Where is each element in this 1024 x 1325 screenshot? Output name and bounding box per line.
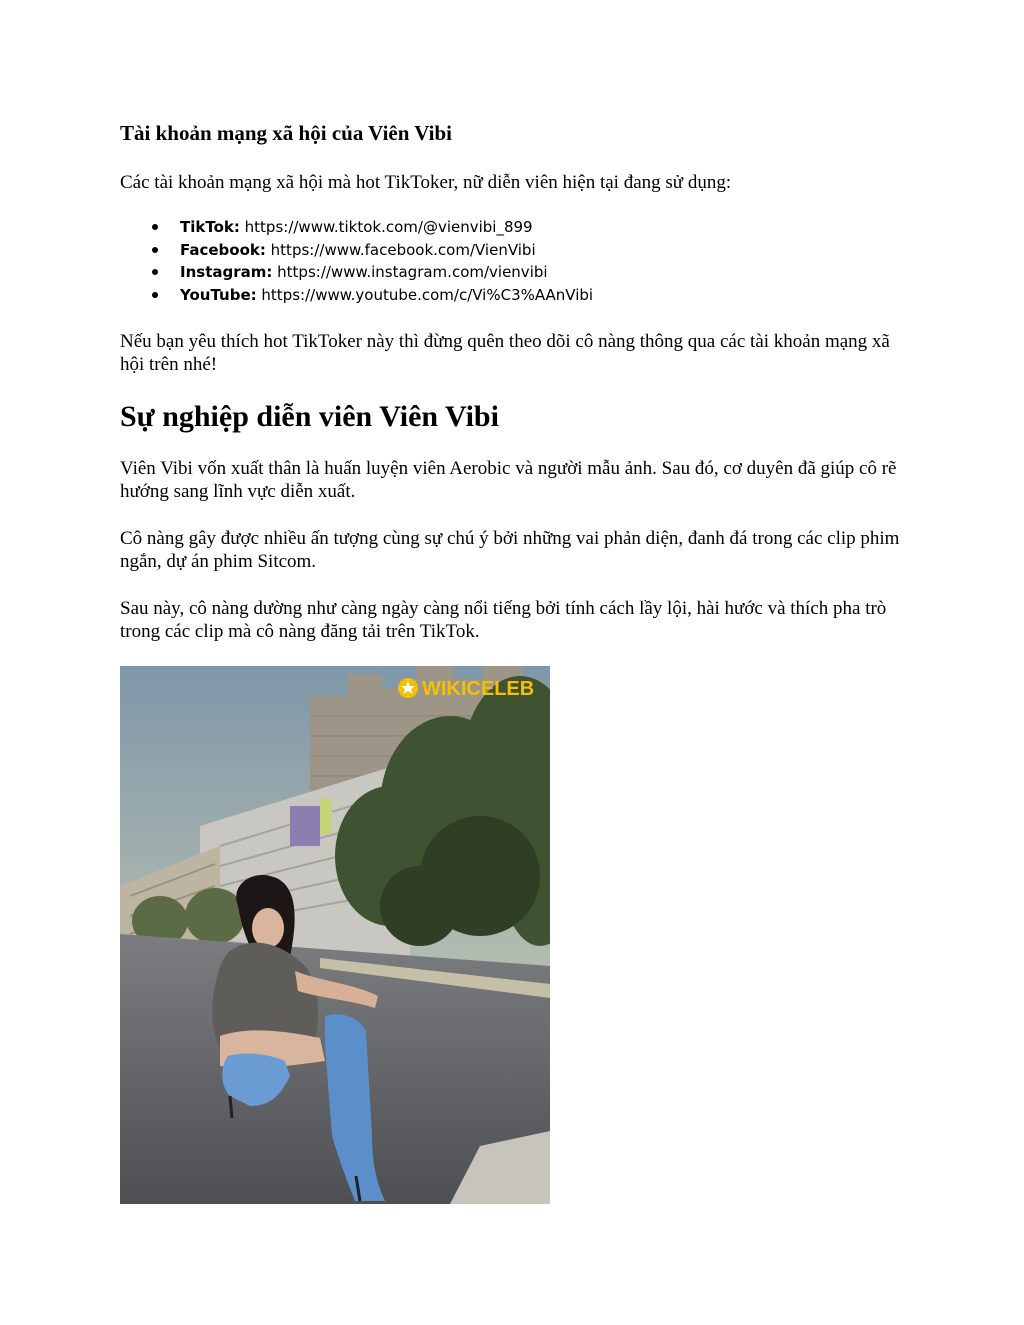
career-paragraph-1: Viên Vibi vốn xuất thân là huấn luyện viên Aerobic và người mẫu ảnh. Sau đó, cơ duyên đã giúp cô rẽ hướng sang lĩnh vực diễn xuất.	[120, 458, 897, 502]
social-links-list	[120, 216, 593, 306]
section-heading-social-accounts: Tài khoản mạng xã hội của Viên Vibi	[120, 121, 453, 145]
tiktok-link[interactable]: https://www.tiktok.com/@vienvibi_899	[244, 218, 533, 236]
link-label: TikTok:	[180, 218, 240, 236]
career-paragraph-3: Sau này, cô nàng dường như càng ngày càng nổi tiếng bởi tính cách lầy lội, hài hước và thích pha trò trong các clip mà cô nàng đăng tải trên TikTok.	[120, 598, 887, 642]
link-label: YouTube:	[180, 285, 257, 304]
link-label: Instagram:	[180, 263, 273, 281]
instagram-link[interactable]: https://www.instagram.com/vienvibi	[277, 263, 548, 281]
list-item-instagram	[120, 261, 593, 284]
list-item-facebook	[120, 239, 593, 262]
list-item-tiktok	[120, 216, 593, 239]
bullet-icon	[152, 292, 158, 298]
facebook-link[interactable]: https://www.facebook.com/VienVibi	[270, 240, 536, 259]
bullet-icon	[152, 224, 158, 230]
article-photo	[120, 666, 550, 1204]
social-intro-paragraph: Các tài khoản mạng xã hội mà hot TikToker, nữ diễn viên hiện tại đang sử dụng:	[120, 172, 732, 193]
youtube-link[interactable]: https://www.youtube.com/c/Vi%C3%AAnVibi	[261, 285, 594, 304]
bullet-icon	[152, 269, 158, 275]
career-paragraph-2: Cô nàng gây được nhiều ấn tượng cùng sự chú ý bởi những vai phản diện, đanh đá trong các clip phim ngắn, dự án phim Sitcom.	[120, 528, 900, 572]
social-outro-paragraph: Nếu bạn yêu thích hot TikToker này thì đừng quên theo dõi cô nàng thông qua các tài khoản mạng xã hội trên nhé!	[120, 331, 890, 375]
watermark-text: WIKICELEB	[422, 678, 535, 700]
link-label: Facebook:	[180, 240, 266, 259]
list-item-youtube	[120, 284, 593, 307]
bullet-icon	[152, 247, 158, 253]
street-photo-illustration	[120, 666, 550, 1204]
section-heading-career: Sự nghiệp diễn viên Viên Vibi	[120, 400, 499, 433]
